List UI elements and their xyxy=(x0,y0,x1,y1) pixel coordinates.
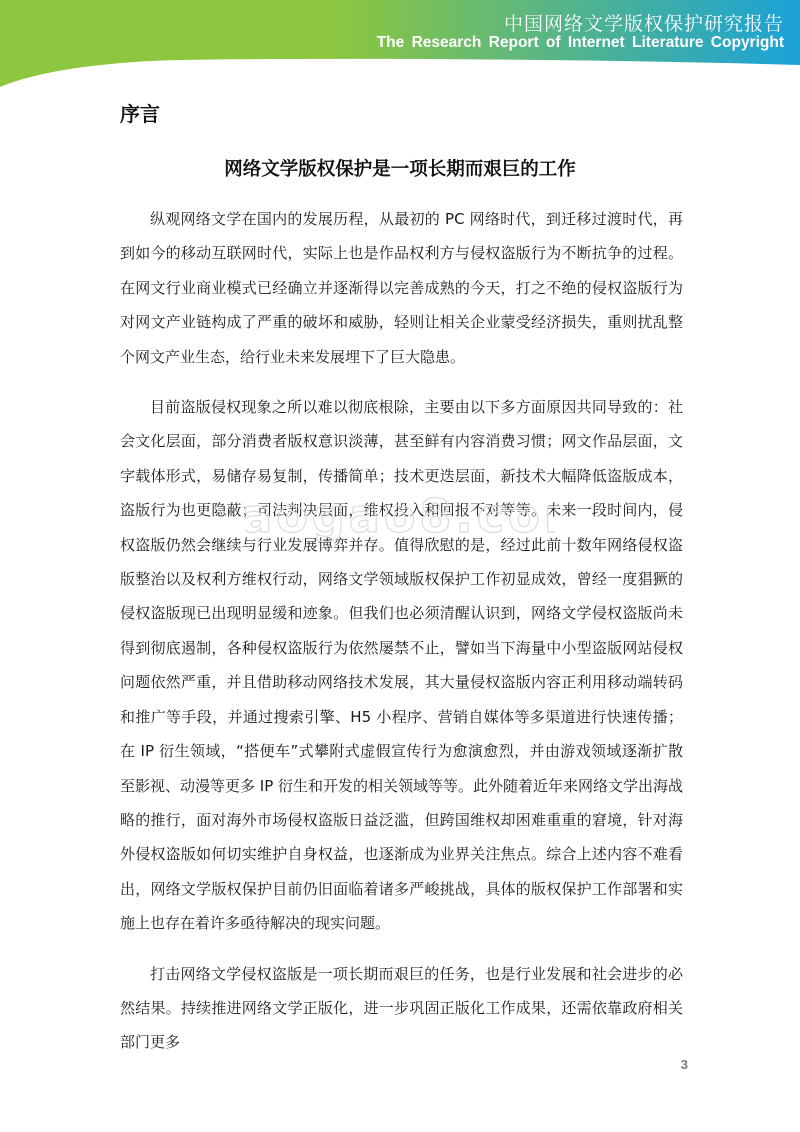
paragraph-3: 打击网络文学侵权盗版是一项长期而艰巨的任务，也是行业发展和社会进步的必然结果。持续推进网络文学正版化，进一步巩固正版化工作成果，还需依靠政府相关部门更多 xyxy=(120,964,683,1052)
article-title: 网络文学版权保护是一项长期而艰巨的工作 xyxy=(224,159,576,180)
paragraph-1: 纵观网络文学在国内的发展历程，从最初的 PC 网络时代，到迁移过渡时代，再到如今的移动互联网时代，实际上也是作品权利方与侵权盗版行为不断抗争的过程。在网文行业商业模式已经确立并逐渐得以完善成熟的今天，打之不绝的侵权盗版行为对网文产业链构成了严重的破坏和威胁，轻则让相关企业蒙受经济损失，重则扰乱整个网文产业生态，给行业未来发展埋下了巨大隐患。 xyxy=(120,210,683,366)
report-title-chinese: 中国网络文学版权保护研究报告 xyxy=(503,13,784,35)
paragraph-2: 目前盗版侵权现象之所以难以彻底根除，主要由以下多方面原因共同导致的：社会文化层面，部分消费者版权意识淡薄，甚至鲜有内容消费习惯；网文作品层面，文字载体形式，易储存易复制，传播简单；技术更迭层面，新技术大幅降低盗版成本，盗版行为也更隐蔽；司法判决层面，维权投入和回报不对等等。未来一段时间内，侵权盗版仍然会继续与行业发展博弈并存。值得欣慰的是，经过此前十数年网络侵权盗版整治以及权利方维权行动，网络文学领域版权保护工作初显成效，曾经一度猖獗的侵权盗版现已出现明显缓和迹象。但我们也必须清醒认识到，网络文学侵权盗版尚未得到彻底遏制，各种侵权盗版行为依然屡禁不止，譬如当下海量中小型盗版网站侵权问题依然严重，并且借助移动网络技术发展，其大量侵权盗版内容正利用移动端转码和推广等手段，并通过搜索引擎、H5 小程序、营销自媒体等多渠道进行快速传播；在 IP 衍生领域，“搭便车”式攀附式虚假宣传行为愈演愈烈，并由游戏领域逐渐扩散至影视、动漫等更多 IP 衍生和开发的相关领域等等。此外随着近年来网络文学出海战略的推行，面对海外市场侵权盗版日益泛滥，但跨国维权却困难重重的窘境，针对海外侵权盗版如何切实维护自身权益，也逐渐成为业界关注焦点。综合上述内容不难看出，网络文学版权保护目前仍旧面临着诸多严峻挑战，具体的版权保护工作部署和实施上也存在着许多亟待解决的现实问题。 xyxy=(120,398,684,933)
article-body xyxy=(120,202,683,1076)
page-number: 3 xyxy=(680,1057,688,1072)
svg-text:baogao8.com: aogao8.co xyxy=(245,489,544,543)
report-title-english: The Research Report of Internet Literature Copyright xyxy=(376,34,784,51)
header-banner xyxy=(0,0,800,90)
section-heading: 序言 xyxy=(120,102,160,126)
